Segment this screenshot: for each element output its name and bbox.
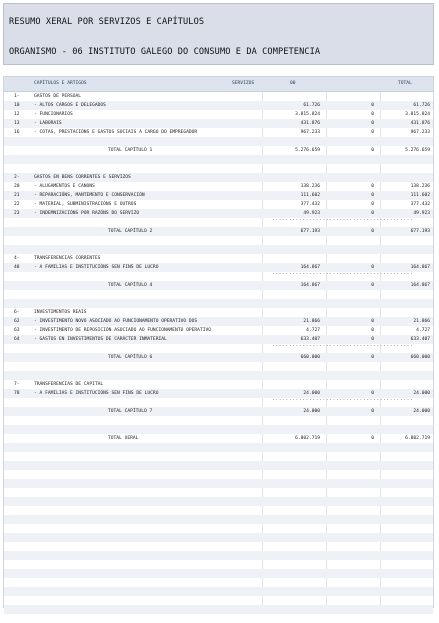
table-row xyxy=(4,245,433,254)
row-value-00: 24.000 xyxy=(303,391,320,396)
total-value-servizo: 0 xyxy=(371,436,374,441)
row-value-servizo: 0 xyxy=(371,121,374,126)
separator-dots: .......................................... xyxy=(272,397,414,402)
row-code: 1- xyxy=(14,94,20,99)
table-row xyxy=(4,488,433,497)
total-label: TOTAL CAPÍTULO 6 xyxy=(108,355,153,360)
row-total: 138.236 xyxy=(410,184,430,189)
total-value-servizo: 0 xyxy=(371,355,374,360)
total-value-servizo: 0 xyxy=(371,229,374,234)
row-code: 4- xyxy=(14,256,20,261)
separator-dots: .......................................... xyxy=(272,271,414,276)
total-label: TOTAL CAPÍTULO 1 xyxy=(108,148,153,153)
report-title: RESUMO XERAL POR SERVIZOS E CAPÍTULOS xyxy=(9,17,205,27)
row-code: 7- xyxy=(14,382,20,387)
row-value-servizo: 0 xyxy=(371,130,374,135)
table-row xyxy=(4,542,433,551)
table-row xyxy=(4,290,433,299)
total-value-servizo: 0 xyxy=(371,148,374,153)
row-description: - GASTOS EN INVESTIMENTOS DE CARÁCTER INMATERIAL xyxy=(34,337,167,342)
table-row xyxy=(4,605,433,614)
row-value-servizo: 0 xyxy=(371,391,374,396)
row-description: TRANSFERENCIAS DE CAPITAL xyxy=(34,382,104,387)
total-label: TOTAL CAPÍTULO 2 xyxy=(108,229,153,234)
row-value-servizo: 0 xyxy=(371,265,374,270)
total-grand: 5.276.659 xyxy=(405,148,430,153)
row-value-00: 3.815.824 xyxy=(295,112,320,117)
row-value-00: 138.236 xyxy=(300,184,320,189)
table-row xyxy=(4,380,433,389)
row-total: 21.866 xyxy=(413,319,430,324)
row-description: - INVESTIMENTO NOVO ASOCIADO AO FUNCIONAMENTO OPERATIVO DOS xyxy=(34,319,198,324)
row-description: GASTOS EN BENS CORRENTES E SERVIZOS xyxy=(34,175,131,180)
organism-title: ORGANISMO - 06 INSTITUTO GALEGO DO CONSUMO E DA COMPETENCIA xyxy=(9,47,321,57)
row-value-servizo: 0 xyxy=(371,184,374,189)
row-value-servizo: 0 xyxy=(371,103,374,108)
table-row xyxy=(4,146,433,155)
table-row xyxy=(4,551,433,560)
row-description: - FUNCIONARIOS xyxy=(34,112,73,117)
table-row xyxy=(4,191,433,200)
row-value-00: 633.407 xyxy=(300,337,320,342)
table-row xyxy=(4,299,433,308)
row-description: - COTAS, PRESTACIÓNS E GASTOS SOCIAIS A CARGO DO EMPREGADOR xyxy=(34,130,198,135)
table-row xyxy=(4,119,433,128)
header-capitulos: CAPÍTULOS E ARTIGOS xyxy=(34,81,87,86)
total-value-00: 164.867 xyxy=(300,283,320,288)
table-row xyxy=(4,497,433,506)
table-row xyxy=(4,263,433,276)
row-value-servizo: 0 xyxy=(371,112,374,117)
row-description: INVESTIMENTOS REAIS xyxy=(34,310,87,315)
table-row xyxy=(4,200,433,209)
table-row xyxy=(4,470,433,479)
total-label: TOTAL XERAL xyxy=(108,436,139,441)
total-value-00: 677.193 xyxy=(300,229,320,234)
table-row xyxy=(4,506,433,515)
table-row xyxy=(4,236,433,245)
row-value-00: 21.866 xyxy=(303,319,320,324)
header-col-00: 00 xyxy=(290,81,296,86)
table-row xyxy=(4,587,433,596)
row-description: GASTOS DE PERSOAL xyxy=(34,94,82,99)
total-grand: 677.193 xyxy=(410,229,430,234)
row-value-00: 431.876 xyxy=(300,121,320,126)
report-header xyxy=(3,3,434,65)
row-code: 10 xyxy=(14,103,20,108)
header-total: TOTAL xyxy=(398,81,412,86)
total-grand: 6.802.719 xyxy=(405,436,430,441)
summary-table xyxy=(3,76,434,608)
table-row xyxy=(4,398,433,407)
table-row xyxy=(4,92,433,101)
row-description: - MATERIAL, SUBMINISTRACIÓNS E OUTROS xyxy=(34,202,137,207)
row-value-servizo: 0 xyxy=(371,193,374,198)
row-description: - A FAMILIAS E INSTITUCIÓNS SEN FINS DE LUCRO xyxy=(34,391,159,396)
row-code: 63 xyxy=(14,328,20,333)
total-value-00: 660.000 xyxy=(300,355,320,360)
total-grand: 164.867 xyxy=(410,283,430,288)
row-value-00: 61.726 xyxy=(303,103,320,108)
row-code: 22 xyxy=(14,202,20,207)
row-total: 431.876 xyxy=(410,121,430,126)
table-row xyxy=(4,308,433,317)
table-row xyxy=(4,317,433,326)
row-value-servizo: 0 xyxy=(371,211,374,216)
table-row xyxy=(4,578,433,587)
separator-dots: .......................................... xyxy=(272,343,414,348)
row-description: - ALUGAMENTOS E CANONS xyxy=(34,184,95,189)
table-row xyxy=(4,389,433,402)
table-row xyxy=(4,515,433,524)
row-value-00: 4.727 xyxy=(306,328,320,333)
row-value-00: 377.432 xyxy=(300,202,320,207)
table-row xyxy=(4,362,433,371)
table-row xyxy=(4,443,433,452)
table-row xyxy=(4,452,433,461)
table-row xyxy=(4,137,433,146)
row-value-00: 111.602 xyxy=(300,193,320,198)
row-total: 24.000 xyxy=(413,391,430,396)
table-row xyxy=(4,407,433,416)
table-row xyxy=(4,128,433,137)
row-total: 4.727 xyxy=(416,328,430,333)
total-grand: 660.000 xyxy=(410,355,430,360)
total-value-servizo: 0 xyxy=(371,409,374,414)
row-value-servizo: 0 xyxy=(371,202,374,207)
table-row xyxy=(4,425,433,434)
row-code: 16 xyxy=(14,130,20,135)
row-value-00: 49.923 xyxy=(303,211,320,216)
row-description: TRANSFERENCIAS CORRENTES xyxy=(34,256,101,261)
table-row xyxy=(4,560,433,569)
row-value-00: 967.233 xyxy=(300,130,320,135)
row-description: - INVESTIMENTO DE REPOSICIÓN ASOCIADO AO FUNCIONAMENTO OPERATIVO xyxy=(34,328,212,333)
row-code: 2- xyxy=(14,175,20,180)
row-total: 164.867 xyxy=(410,265,430,270)
row-value-servizo: 0 xyxy=(371,319,374,324)
table-row xyxy=(4,524,433,533)
row-value-00: 164.867 xyxy=(300,265,320,270)
table-row xyxy=(4,182,433,191)
row-total: 49.923 xyxy=(413,211,430,216)
total-label: TOTAL CAPÍTULO 7 xyxy=(108,409,153,414)
table-row xyxy=(4,155,433,164)
row-description: - INDEMNIZACIÓNS POR RAZÓNS DO SERVIZO xyxy=(34,211,140,216)
row-total: 61.726 xyxy=(413,103,430,108)
table-row xyxy=(4,434,433,443)
table-row xyxy=(4,101,433,110)
row-total: 377.432 xyxy=(410,202,430,207)
table-row xyxy=(4,209,433,222)
table-row xyxy=(4,326,433,335)
table-row xyxy=(4,173,433,182)
row-code: 23 xyxy=(14,211,20,216)
row-description: - LABORAIS xyxy=(34,121,62,126)
table-row xyxy=(4,218,433,227)
table-row xyxy=(4,335,433,348)
table-row xyxy=(4,371,433,380)
row-value-servizo: 0 xyxy=(371,337,374,342)
table-row xyxy=(4,596,433,605)
row-value-servizo: 0 xyxy=(371,328,374,333)
row-code: 62 xyxy=(14,319,20,324)
row-description: - REPARACIÓNS, MANTEMENTO E CONSERVACIÓN xyxy=(34,193,145,198)
table-row xyxy=(4,614,433,623)
row-code: 6- xyxy=(14,310,20,315)
total-value-servizo: 0 xyxy=(371,283,374,288)
table-row xyxy=(4,164,433,173)
table-row xyxy=(4,254,433,263)
total-label: TOTAL CAPÍTULO 4 xyxy=(108,283,153,288)
total-value-00: 6.802.719 xyxy=(295,436,320,441)
row-total: 111.602 xyxy=(410,193,430,198)
table-row xyxy=(4,110,433,119)
table-row xyxy=(4,479,433,488)
table-row xyxy=(4,227,433,236)
row-total: 633.407 xyxy=(410,337,430,342)
row-code: 13 xyxy=(14,121,20,126)
row-code: 48 xyxy=(14,265,20,270)
table-row xyxy=(4,416,433,425)
row-total: 3.815.824 xyxy=(405,112,430,117)
row-code: 20 xyxy=(14,184,20,189)
row-total: 967.233 xyxy=(410,130,430,135)
total-value-00: 24.000 xyxy=(303,409,320,414)
table-row xyxy=(4,344,433,353)
row-description: - ALTOS CARGOS E DELEGADOS xyxy=(34,103,106,108)
table-header xyxy=(4,77,433,92)
table-row xyxy=(4,353,433,362)
row-code: 21 xyxy=(14,193,20,198)
row-code: 64 xyxy=(14,337,20,342)
table-row xyxy=(4,281,433,290)
table-row xyxy=(4,533,433,542)
table-row xyxy=(4,461,433,470)
row-code: 78 xyxy=(14,391,20,396)
row-description: - A FAMILIAS E INSTITUCIÓNS SEN FINS DE LUCRO xyxy=(34,265,159,270)
row-code: 12 xyxy=(14,112,20,117)
header-servizos: SERVIZOS xyxy=(232,81,255,86)
total-grand: 24.000 xyxy=(413,409,430,414)
separator-dots: .......................................... xyxy=(272,217,414,222)
total-value-00: 5.276.659 xyxy=(295,148,320,153)
table-row xyxy=(4,569,433,578)
table-row xyxy=(4,272,433,281)
